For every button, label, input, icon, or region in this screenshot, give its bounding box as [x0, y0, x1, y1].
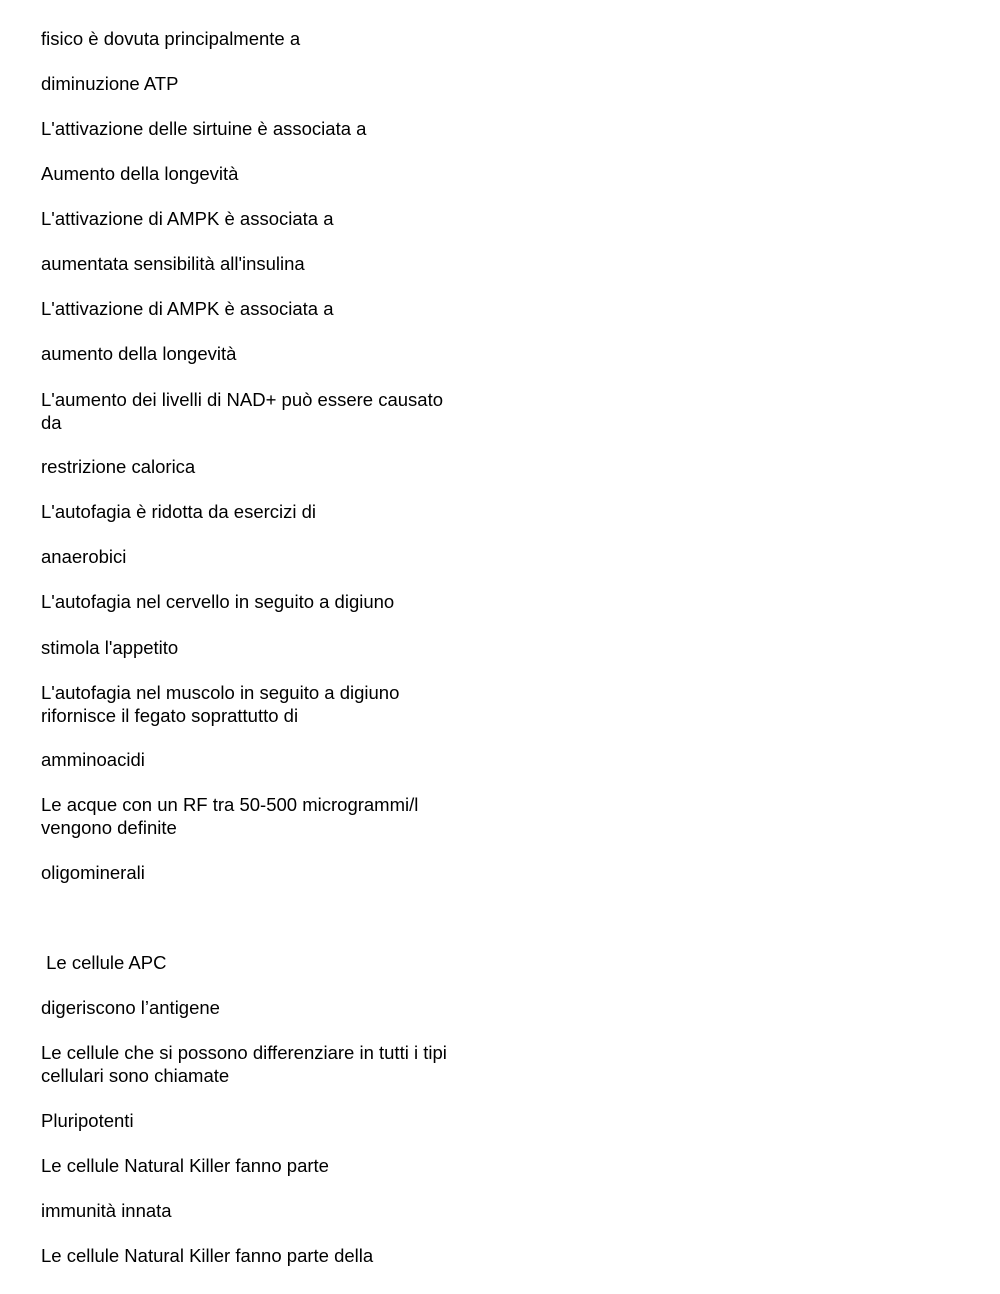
answer-line: anaerobici — [41, 546, 127, 567]
answer-line: digeriscono l’antigene — [41, 997, 220, 1018]
question-line: L'attivazione di AMPK è associata a — [41, 208, 334, 229]
question-line: Le cellule che si possono differenziare in tutti i tipi cellulari sono chiamate — [41, 1042, 447, 1086]
question-line: Le cellule APC — [41, 952, 167, 973]
question-line: L'autofagia nel cervello in seguito a digiuno — [41, 591, 395, 612]
question-line: fisico è dovuta principalmente a — [41, 28, 301, 49]
question-line: L'aumento dei livelli di NAD+ può essere causato da — [41, 389, 444, 433]
question-line: Le cellule Natural Killer fanno parte — [41, 1155, 329, 1176]
answer-line: aumentata sensibilità all'insulina — [41, 253, 305, 274]
question-line: L'autofagia nel muscolo in seguito a digiuno rifornisce il fegato soprattutto di — [41, 682, 400, 726]
question-line: L'attivazione di AMPK è associata a — [41, 298, 334, 319]
answer-line: Aumento della longevità — [41, 163, 239, 184]
document-page — [41, 0, 561, 1294]
question-line: L'autofagia è ridotta da esercizi di — [41, 501, 317, 522]
answer-line: stimola l'appetito — [41, 637, 179, 658]
question-line: Le acque con un RF tra 50-500 microgrammi/l vengono definite — [41, 794, 419, 838]
answer-line: immunità innata — [41, 1200, 172, 1221]
answer-line: aumento della longevità — [41, 343, 237, 364]
answer-line: restrizione calorica — [41, 456, 196, 477]
answer-line: diminuzione ATP — [41, 73, 179, 94]
answer-line: oligominerali — [41, 862, 145, 883]
answer-line: Pluripotenti — [41, 1110, 134, 1131]
question-line: L'attivazione delle sirtuine è associata a — [41, 118, 367, 139]
question-line: Le cellule Natural Killer fanno parte della — [41, 1245, 374, 1266]
answer-line: amminoacidi — [41, 749, 145, 770]
